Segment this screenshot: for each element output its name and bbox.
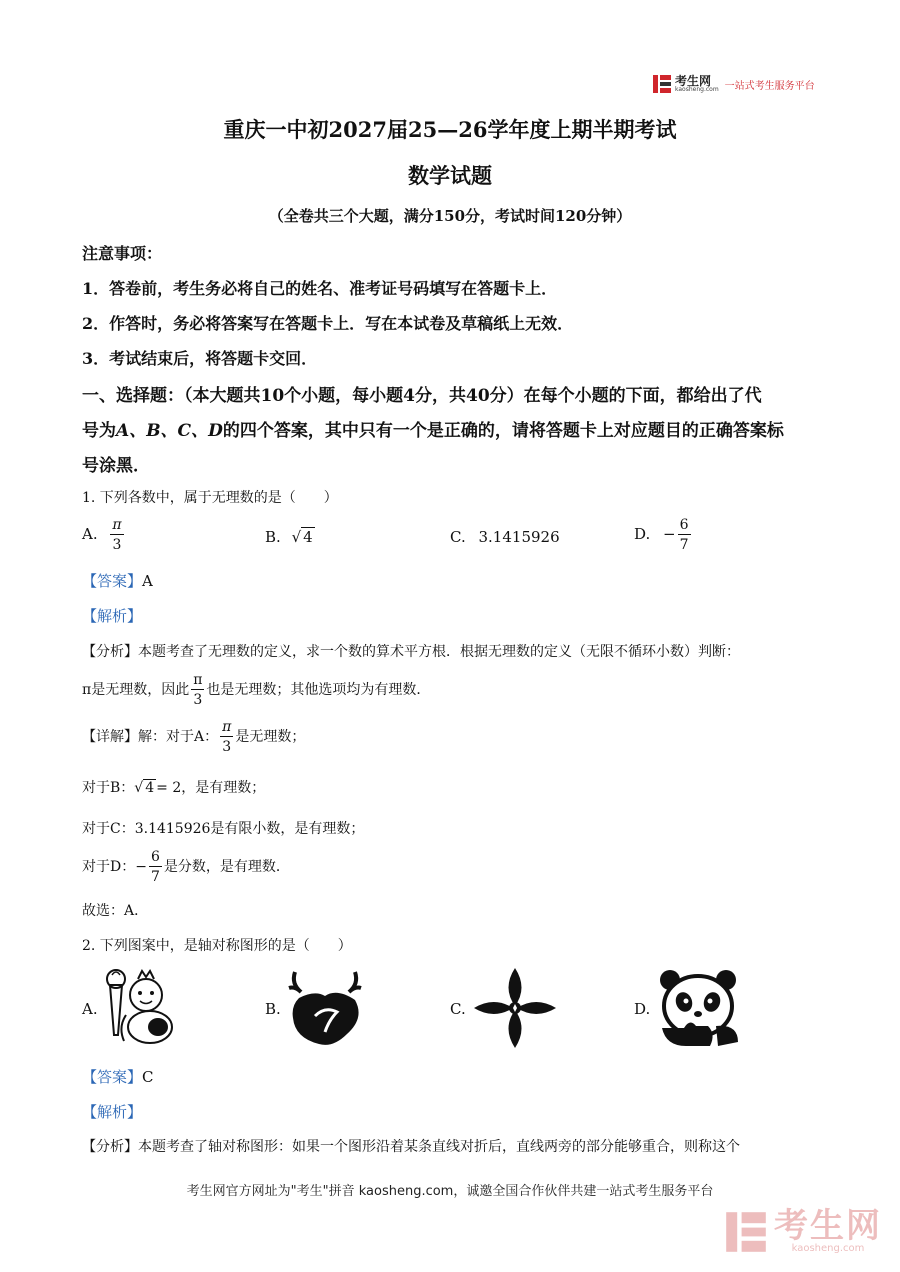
section1-line2 <box>82 416 784 441</box>
fraction-num: π <box>193 672 203 688</box>
section1-line1: 一、选择题：（本大题共10个小题，每小题4分，共40分）在每个小题的下面，都给出了代 <box>82 386 762 406</box>
fraction <box>678 518 691 552</box>
q2-answer <box>82 1066 154 1087</box>
answer-tag: 【答案】 <box>82 572 143 590</box>
q1-fenxi-2 <box>82 673 430 707</box>
header-logo <box>652 72 815 96</box>
q1-xiangjie <box>82 720 305 754</box>
minus-sign: − <box>663 525 676 543</box>
answer-tag: 【答案】 <box>82 1068 143 1086</box>
page-title: 重庆一中初2027届25—26学年度上期半期考试 <box>223 117 677 142</box>
q2-label-b: B. <box>265 1000 281 1018</box>
sqrt-icon: √ <box>291 528 302 546</box>
detail-d-post: 是分数，是有理数． <box>163 859 290 875</box>
answer-value: C <box>142 1068 154 1086</box>
fenxi-text: 本题考查了轴对称图形：如果一个图形沿着某条直线对折后，直线两旁的部分能够重合，则称这个 <box>138 1139 740 1155</box>
watermark <box>724 1206 882 1254</box>
q2-analysis-tag: 【解析】 <box>82 1103 143 1121</box>
fraction-den: 7 <box>150 869 160 885</box>
fraction-den: 3 <box>112 537 122 553</box>
logo-slogan: 一站式考生服务平台 <box>724 80 815 92</box>
fraction <box>220 720 233 754</box>
fenxi-tag: 【分析】 <box>82 1139 138 1155</box>
section1-line3: 号涂黑． <box>82 456 150 476</box>
option-label: A. <box>82 525 98 543</box>
fenxi-tag: 【分析】 <box>82 644 138 660</box>
detail-d-pre: 对于D： <box>82 859 136 875</box>
notice-item-3: 3．考试结束后，将答题卡交回． <box>82 349 318 368</box>
fenxi2-post: 也是无理数；其他选项均为有理数． <box>206 682 431 698</box>
answer-value: A <box>142 572 153 590</box>
q1-answer <box>82 570 153 591</box>
section1-line2-pre: 号为 <box>82 421 116 441</box>
q2-label-a: A. <box>82 1000 98 1018</box>
notice-item-2: 2．作答时，务必将答案写在答题卡上．写在本试卷及草稿纸上无效． <box>82 314 574 333</box>
fenxi-text: 本题考查了无理数的定义，求一个数的算术平方根．根据无理数的定义（无限不循环小数）判断： <box>138 644 740 660</box>
q1-choose: 故选：A． <box>82 903 149 919</box>
fraction-den: 7 <box>679 537 689 553</box>
option-label: D. <box>634 525 651 543</box>
xiangjie-tag: 【详解】 <box>82 729 138 745</box>
q2-label-c: C. <box>450 1000 466 1018</box>
detail-b-post: ，是有理数； <box>181 780 266 796</box>
q2-fenxi <box>82 1136 740 1156</box>
notice-item-1: 1．答卷前，考生务必将自己的姓名、准考证号码填写在答题卡上． <box>82 279 558 298</box>
q1-detail-d <box>82 850 290 884</box>
four-petal-flower-icon <box>472 966 558 1050</box>
section1-letters: A、B、C、D <box>116 421 223 441</box>
footer-text: 考生网官方网址为"考生"拼音 kaosheng.com，诚邀全国合作伙伴共建一站式考生服务平台 <box>186 1184 714 1199</box>
detail-b-eq: = 2 <box>156 780 182 796</box>
q1-fenxi <box>82 641 740 661</box>
notice-heading: 注意事项： <box>82 244 163 263</box>
page-subtitle: 数学试题 <box>408 163 492 188</box>
q1-option-d <box>634 518 693 552</box>
xiangjie-pre: 解：对于A： <box>138 729 219 745</box>
mascot-figure-icon <box>100 965 176 1047</box>
logo-cn-text: 考生网 <box>675 74 712 88</box>
fenxi2-pre: π是无理数，因此 <box>82 682 190 698</box>
q1-option-c <box>450 528 560 546</box>
sqrt-radicand: 4 <box>303 528 313 546</box>
kaosheng-watermark-icon <box>724 1210 768 1254</box>
option-label: B. <box>265 528 281 546</box>
q1-option-a <box>82 518 126 552</box>
section1-line2-post: 的四个答案，其中只有一个是正确的，请将答题卡上对应题目的正确答案标 <box>222 421 784 441</box>
fraction-num: π <box>112 517 122 533</box>
watermark-en: kaosheng.com <box>791 1243 865 1254</box>
xiangjie-post: 是无理数； <box>235 729 306 745</box>
deer-head-figure-icon <box>285 968 365 1048</box>
option-label: C. <box>450 528 466 546</box>
sqrt-radicand: 4 <box>145 780 155 796</box>
sqrt-icon: √ <box>134 780 144 796</box>
option-value: 3.1415926 <box>478 528 560 546</box>
fraction-num: π <box>222 719 232 735</box>
q2-label-d: D. <box>634 1000 651 1018</box>
fraction-num: 6 <box>150 849 160 865</box>
fraction-num: 6 <box>679 517 689 533</box>
logo-en-text: kaosheng.com <box>675 86 719 93</box>
kaosheng-logo-icon <box>652 74 672 94</box>
fraction <box>191 673 204 707</box>
detail-b-pre: 对于B： <box>82 780 135 796</box>
exam-info: （全卷共三个大题，满分150分，考试时间120分钟） <box>268 207 632 225</box>
panda-figure-icon <box>656 968 742 1048</box>
fraction-den: 3 <box>193 692 203 708</box>
q1-option-b <box>265 528 315 546</box>
q1-stem: 1. 下列各数中，属于无理数的是（ ） <box>82 490 338 506</box>
q1-analysis-tag: 【解析】 <box>82 607 143 625</box>
q1-detail-c: 对于C：3.1415926是有限小数，是有理数； <box>82 821 365 837</box>
watermark-cn: 考生网 <box>774 1206 882 1246</box>
fraction <box>110 518 123 552</box>
q1-detail-b <box>82 777 265 797</box>
fraction-den: 3 <box>222 739 232 755</box>
fraction <box>149 850 162 884</box>
minus-sign: − <box>135 859 147 875</box>
q2-stem: 2. 下列图案中，是轴对称图形的是（ ） <box>82 938 352 954</box>
